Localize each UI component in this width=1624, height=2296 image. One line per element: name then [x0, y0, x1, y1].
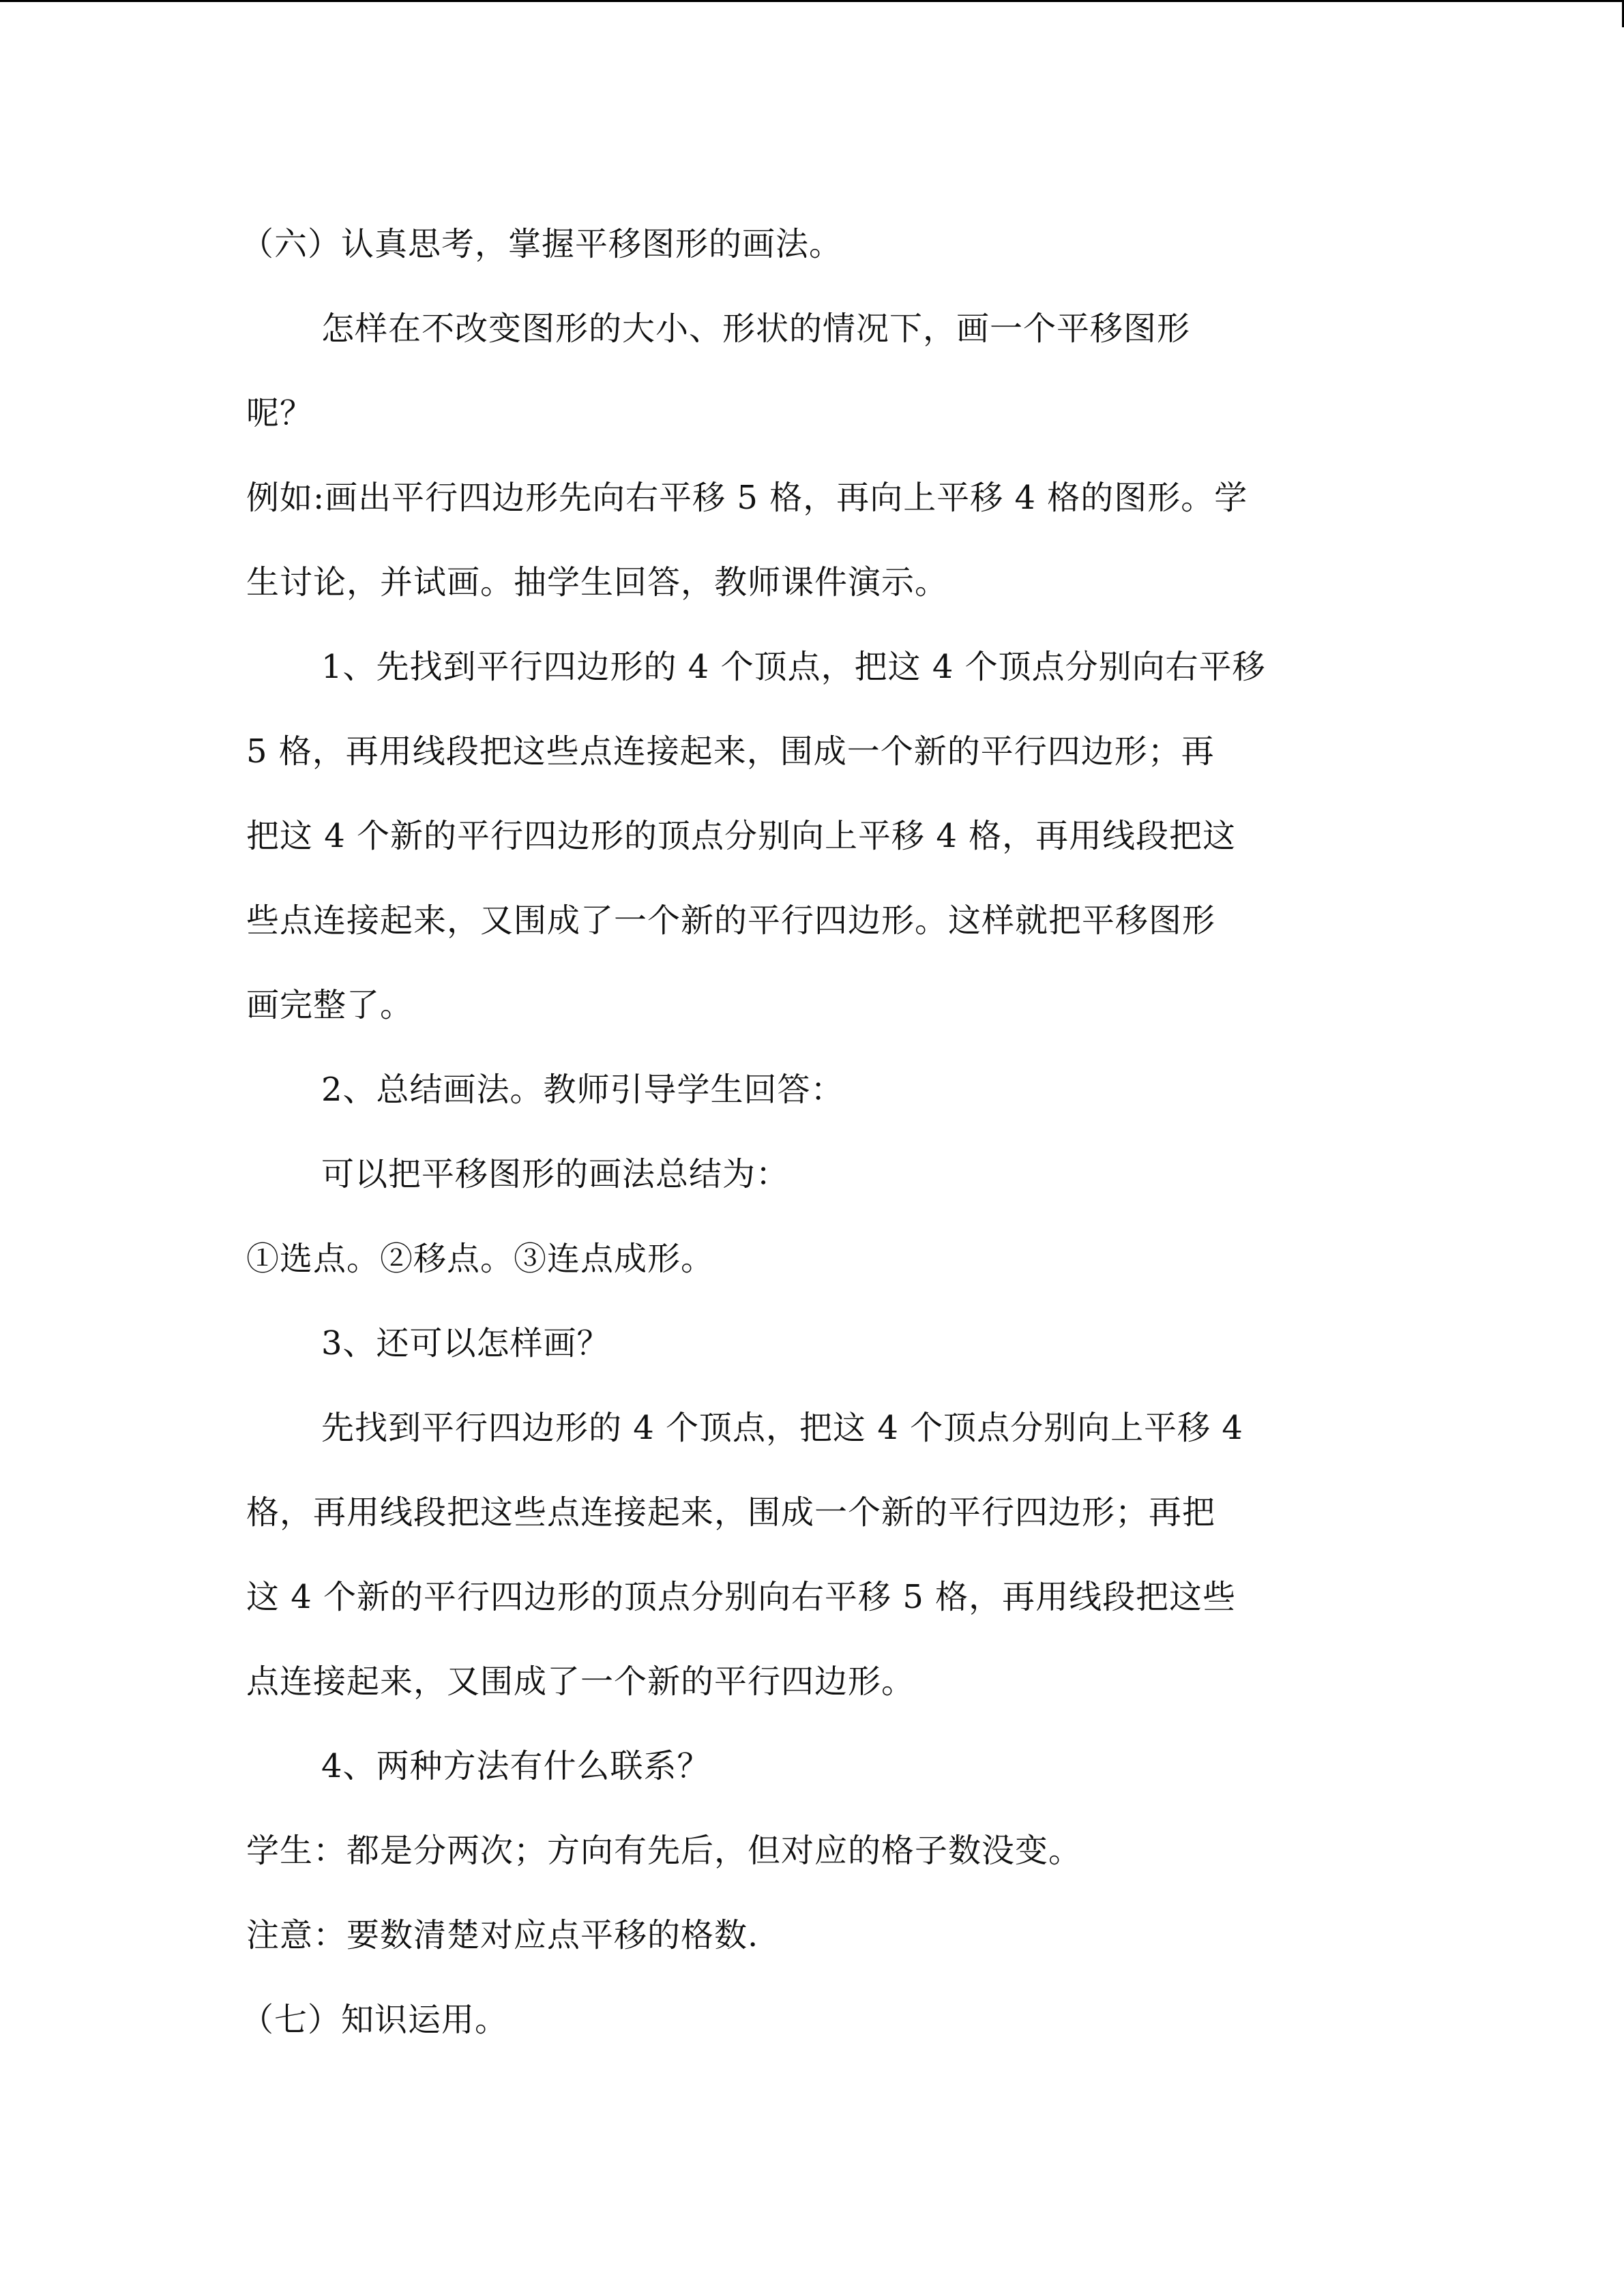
student-answer-line: 学生：都是分两次；方向有先后，但对应的格子数没变。 [246, 1832, 1082, 1870]
paragraph-line: 把这 4 个新的平行四边形的顶点分别向上平移 4 格，再用线段把这 [246, 817, 1237, 855]
paragraph-line: 5 格，再用线段把这些点连接起来，围成一个新的平行四边形；再 [246, 732, 1215, 771]
document-body [241, 202, 1378, 2062]
step-two-line: 2、总结画法。教师引导学生回答： [321, 1071, 844, 1109]
step-four-line: 4、两种方法有什么联系？ [321, 1747, 711, 1785]
section-heading-six: （六）认真思考，掌握平移图形的画法。 [241, 225, 843, 263]
step-one-line: 1、先找到平行四边形的 4 个顶点，把这 4 个顶点分别向右平移 [321, 648, 1266, 686]
paragraph-line: 些点连接起来，又围成了一个新的平行四边形。这样就把平移图形 [246, 901, 1216, 940]
paragraph-line: 可以把平移图形的画法总结为： [321, 1155, 790, 1193]
paragraph-line: 先找到平行四边形的 4 个顶点，把这 4 个顶点分别向上平移 4 [321, 1409, 1243, 1447]
note-line: 注意：要数清楚对应点平移的格数. [246, 1916, 759, 1954]
step-three-line: 3、还可以怎样画？ [321, 1324, 610, 1362]
paragraph-line: 这 4 个新的平行四边形的顶点分别向右平移 5 格，再用线段把这些 [246, 1578, 1237, 1616]
paragraph-line: 生讨论，并试画。抽学生回答，教师课件演示。 [246, 563, 949, 601]
paragraph-line: 怎样在不改变图形的大小、形状的情况下，画一个平移图形 [321, 310, 1191, 348]
paragraph-line: 格，再用线段把这些点连接起来，围成一个新的平行四边形；再把 [246, 1493, 1216, 1532]
paragraph-line: 呢？ [246, 394, 314, 432]
summary-steps-line: ①选点。②移点。③连点成形。 [246, 1240, 715, 1278]
paragraph-line: 例如:画出平行四边形先向右平移 5 格，再向上平移 4 格的图形。学 [246, 479, 1248, 517]
paragraph-line: 画完整了。 [246, 986, 414, 1024]
paragraph-line: 点连接起来，又围成了一个新的平行四边形。 [246, 1663, 915, 1701]
section-heading-seven: （七）知识运用。 [241, 2001, 509, 2039]
page-top-border [0, 0, 1624, 2]
